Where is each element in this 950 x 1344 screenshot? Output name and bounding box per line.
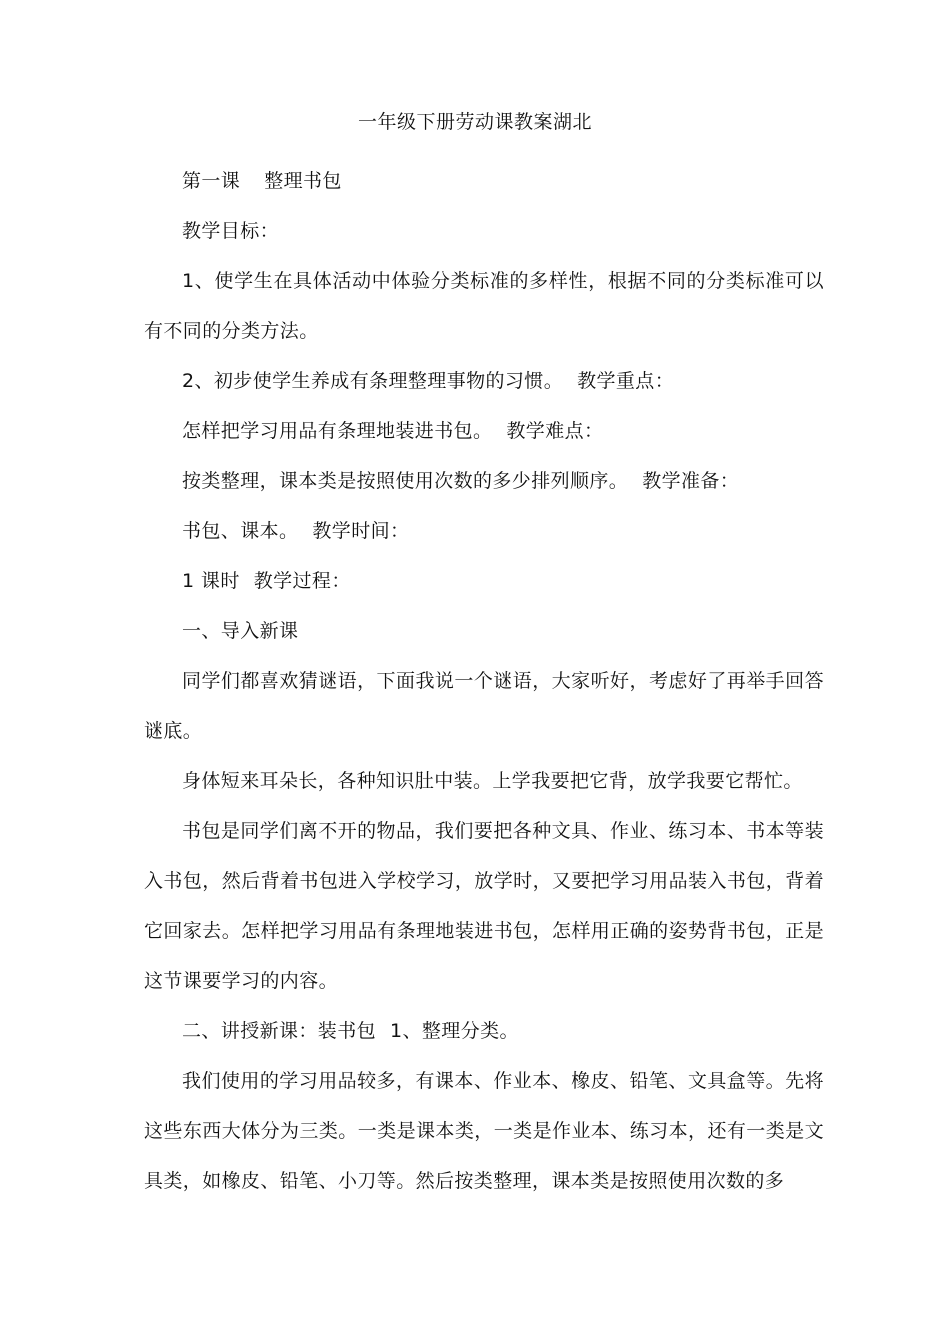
key-points-heading: 教学重点： [577, 370, 675, 392]
lesson-name: 整理书包 [264, 170, 342, 192]
intro-paragraph: 同学们都喜欢猜谜语，下面我说一个谜语，大家听好，考虑好了再举手回答谜底。 [144, 670, 824, 742]
difficulty-heading: 教学难点： [506, 420, 604, 442]
section-1-heading: 一、导入新课 [182, 620, 299, 642]
document-body [144, 156, 824, 1206]
difficulty: 按类整理，课本类是按照使用次数的多少排列顺序。 [182, 470, 629, 492]
goal-2-line [144, 356, 824, 406]
lesson-number: 第一课 [182, 170, 241, 192]
goals-heading: 教学目标： [182, 220, 280, 242]
document-title: 一年级下册劳动课教案湖北 [357, 111, 592, 133]
time-line [144, 556, 824, 606]
lesson-heading [144, 156, 824, 206]
riddle-paragraph: 身体短来耳朵长，各种知识肚中装。上学我要把它背，放学我要它帮忙。 [182, 770, 803, 792]
time-heading: 教学时间： [312, 520, 410, 542]
explanation-paragraph: 书包是同学们离不开的物品，我们要把各种文具、作业、练习本、书本等装入书包，然后背着书包进入学校学习，放学时，又要把学习用品装入书包，背着它回家去。怎样把学习用品有条理地装进书包，怎样用正确的姿势背书包，正是这节课要学习的内容。 [144, 820, 824, 992]
preparation-heading: 教学准备： [642, 470, 740, 492]
preparation-line [144, 506, 824, 556]
key-points: 怎样把学习用品有条理地装进书包。 [182, 420, 493, 442]
section-2-heading: 二、讲授新课：装书包 [182, 1020, 377, 1042]
difficulty-line [144, 456, 824, 506]
goal-2: 2、初步使学生养成有条理整理事物的习惯。 [182, 370, 564, 392]
section-2-line [144, 1006, 824, 1056]
goal-1: 1、使学生在具体活动中体验分类标准的多样性，根据不同的分类标准可以有不同的分类方法。 [144, 270, 824, 342]
preparation: 书包、课本。 [182, 520, 299, 542]
step-1-heading: 1、整理分类。 [390, 1020, 519, 1042]
process-heading: 教学过程： [253, 570, 351, 592]
classification-paragraph: 我们使用的学习用品较多，有课本、作业本、橡皮、铅笔、文具盒等。先将这些东西大体分为三类。一类是课本类，一类是作业本、练习本，还有一类是文具类，如橡皮、铅笔、小刀等。然后按类整理，课本类是按照使用次数的多 [144, 1070, 824, 1192]
key-points-line [144, 406, 824, 456]
time: 1 课时 [182, 570, 240, 592]
